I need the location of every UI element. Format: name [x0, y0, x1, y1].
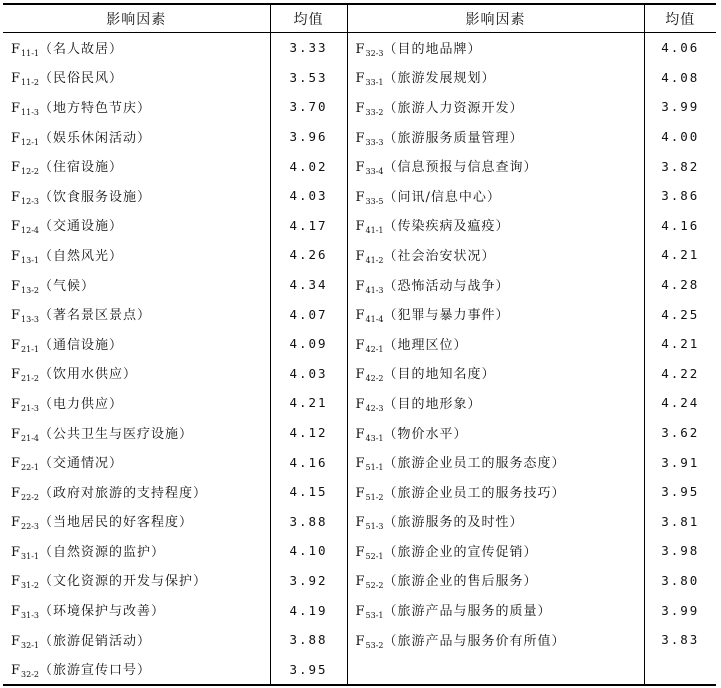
factor-label: （物价水平）	[383, 426, 468, 442]
right-mean-cell: 4.08	[661, 69, 700, 85]
factor-code-letter: F	[355, 367, 366, 383]
factor-label: （旅游服务质量管理）	[383, 130, 524, 146]
left-mean-cell: 4.26	[270, 240, 347, 270]
factor-label: （娱乐休闲活动）	[39, 130, 152, 146]
factor-code-letter: F	[355, 248, 366, 264]
factor-code-letter: F	[11, 515, 22, 531]
factor-code-subscript: 33-4	[365, 167, 384, 177]
factor-label: （电力供应）	[39, 396, 124, 412]
left-factor-cell	[3, 477, 270, 507]
factor-label: （交通情况）	[39, 456, 124, 472]
factor-label: （旅游企业员工的服务技巧）	[383, 485, 566, 501]
factor-code-letter: F	[11, 41, 22, 57]
factor-code-letter: F	[355, 130, 366, 146]
factor-code-letter: F	[11, 663, 22, 679]
left-factor-cell	[3, 240, 270, 270]
right-mean-cell: 4.21	[661, 247, 700, 263]
header-mean-left: 均值	[270, 4, 347, 33]
factor-code-subscript: 12-1	[21, 137, 40, 147]
right-mean-cell: 3.62	[661, 425, 700, 441]
factor-code-subscript: 53-1	[365, 611, 384, 621]
factor-code-subscript: 41-2	[365, 255, 384, 265]
factor-code	[11, 367, 39, 383]
left-mean-cell: 3.53	[270, 63, 347, 93]
factor-code	[11, 42, 39, 58]
factor-code	[11, 308, 39, 324]
factor-label: （气候）	[39, 278, 96, 294]
right-mean-cell: 4.21	[661, 336, 700, 352]
factor-code	[356, 515, 384, 531]
factor-code-letter: F	[355, 396, 366, 412]
right-factor-cell	[347, 122, 644, 152]
factor-code-letter: F	[11, 278, 22, 294]
header-factor-right: 影响因素	[347, 4, 644, 33]
factor-code-letter: F	[355, 219, 366, 235]
right-mean-cell: 4.24	[661, 395, 700, 411]
factor-code-subscript: 22-1	[21, 463, 40, 473]
factor-code	[11, 131, 39, 147]
table-row	[3, 477, 716, 507]
right-mean-cell: 3.91	[661, 454, 700, 470]
factor-code-letter: F	[11, 544, 22, 560]
factor-code-subscript: 21-3	[21, 403, 40, 413]
factor-code-subscript: 33-5	[365, 196, 384, 206]
table-row	[3, 388, 716, 418]
factor-code	[356, 308, 384, 324]
factor-code-subscript: 51-3	[365, 522, 384, 532]
left-factor-cell	[3, 151, 270, 181]
right-factor-cell	[347, 625, 644, 655]
factor-code	[11, 456, 39, 472]
right-mean-cell: 4.22	[661, 365, 700, 381]
factor-code-letter: F	[11, 248, 22, 264]
factor-code	[11, 338, 39, 354]
left-mean-cell: 4.10	[270, 536, 347, 566]
left-factor-cell	[3, 92, 270, 122]
factor-code-letter: F	[355, 426, 366, 442]
left-mean-cell: 4.16	[270, 447, 347, 477]
factor-label: （民俗民风）	[39, 71, 124, 87]
left-factor-cell	[3, 507, 270, 537]
left-mean-cell: 3.92	[270, 566, 347, 596]
right-mean-cell: 3.99	[661, 99, 700, 115]
right-factor-cell	[347, 566, 644, 596]
left-factor-cell	[3, 625, 270, 655]
factor-code	[356, 190, 384, 206]
factor-code	[356, 131, 384, 147]
header-row	[3, 4, 716, 33]
left-factor-cell	[3, 181, 270, 211]
left-mean-cell: 4.02	[270, 151, 347, 181]
factor-code	[356, 634, 384, 650]
left-mean-cell: 4.17	[270, 211, 347, 241]
table-row	[3, 359, 716, 389]
factor-label: （目的地知名度）	[383, 367, 496, 383]
left-factor-cell	[3, 418, 270, 448]
factor-label: （信息预报与信息查询）	[383, 160, 538, 176]
factor-code-letter: F	[355, 515, 366, 531]
table-row	[3, 63, 716, 93]
left-mean-cell: 3.33	[270, 33, 347, 63]
factor-code-subscript: 52-2	[365, 581, 384, 591]
right-mean-cell: 3.82	[661, 158, 700, 174]
left-mean-cell: 4.21	[270, 388, 347, 418]
table-row	[3, 507, 716, 537]
left-factor-cell	[3, 359, 270, 389]
factor-code	[356, 604, 384, 620]
factor-code-subscript: 52-1	[365, 551, 384, 561]
table-row	[3, 654, 716, 685]
left-mean-cell: 4.15	[270, 477, 347, 507]
table-row	[3, 329, 716, 359]
factor-label: （犯罪与暴力事件）	[383, 308, 510, 324]
factor-code-subscript: 21-2	[21, 374, 40, 384]
left-mean-cell: 4.19	[270, 595, 347, 625]
right-factor-cell	[347, 63, 644, 93]
left-mean-cell: 3.88	[270, 507, 347, 537]
factor-label: （环境保护与改善）	[39, 604, 166, 620]
factor-code	[11, 427, 39, 443]
right-factor-cell	[347, 536, 644, 566]
factor-code	[356, 397, 384, 413]
factor-code-letter: F	[11, 456, 22, 472]
right-factor-cell	[347, 151, 644, 181]
factor-code-letter: F	[11, 604, 22, 620]
right-mean-cell: 3.81	[661, 513, 700, 529]
factor-code-subscript: 12-3	[21, 196, 40, 206]
factor-label: （名人故居）	[39, 41, 124, 57]
factor-code-letter: F	[355, 308, 366, 324]
left-factor-cell	[3, 595, 270, 625]
left-factor-cell	[3, 63, 270, 93]
right-mean-cell: 3.86	[661, 188, 700, 204]
factor-code-letter: F	[11, 189, 22, 205]
right-mean-cell: 4.28	[661, 277, 700, 293]
table-row	[3, 211, 716, 241]
factor-code-letter: F	[11, 219, 22, 235]
factor-label: （住宿设施）	[39, 160, 124, 176]
table-row	[3, 270, 716, 300]
factor-code	[356, 545, 384, 561]
left-mean-cell: 4.03	[270, 181, 347, 211]
factor-code	[11, 634, 39, 650]
factor-code	[356, 101, 384, 117]
factor-code	[11, 515, 39, 531]
factor-code-subscript: 11-2	[21, 78, 40, 88]
right-mean-cell: 4.25	[661, 306, 700, 322]
factor-code	[356, 160, 384, 176]
factor-label: （交通设施）	[39, 219, 124, 235]
factor-code-subscript: 21-4	[21, 433, 40, 443]
factor-code-letter: F	[11, 426, 22, 442]
factor-code-subscript: 33-3	[365, 137, 384, 147]
right-factor-cell	[347, 270, 644, 300]
factor-code-letter: F	[355, 337, 366, 353]
factor-code	[11, 545, 39, 561]
factor-code-letter: F	[355, 633, 366, 649]
factor-code-letter: F	[11, 633, 22, 649]
left-factor-cell	[3, 536, 270, 566]
factor-code	[356, 338, 384, 354]
factor-label: （饮用水供应）	[39, 367, 138, 383]
factor-code-letter: F	[11, 130, 22, 146]
left-factor-cell	[3, 33, 270, 63]
factor-label: （旅游产品与服务价有所值）	[383, 633, 566, 649]
factor-code	[356, 279, 384, 295]
factor-code-subscript: 42-3	[365, 403, 384, 413]
factor-code-subscript: 32-3	[365, 48, 384, 58]
right-mean-cell: 3.99	[661, 602, 700, 618]
right-factor-cell	[347, 92, 644, 122]
right-mean-cell: 3.80	[661, 572, 700, 588]
factor-label: （旅游企业员工的服务态度）	[383, 456, 566, 472]
table-row	[3, 33, 716, 63]
factor-code	[356, 574, 384, 590]
left-mean-cell: 4.34	[270, 270, 347, 300]
factor-code	[11, 604, 39, 620]
table-row	[3, 536, 716, 566]
factor-label: （饮食服务设施）	[39, 189, 152, 205]
factor-label: （旅游人力资源开发）	[383, 100, 524, 116]
factor-code	[356, 486, 384, 502]
header-factor-left: 影响因素	[3, 4, 270, 33]
table-row	[3, 625, 716, 655]
factor-label: （旅游宣传口号）	[39, 663, 152, 679]
factor-code	[11, 663, 39, 679]
factor-code-letter: F	[355, 189, 366, 205]
factor-code-subscript: 43-1	[365, 433, 384, 443]
left-mean-cell: 3.96	[270, 122, 347, 152]
left-mean-cell: 3.70	[270, 92, 347, 122]
right-mean-cell: 4.16	[661, 217, 700, 233]
left-factor-cell	[3, 329, 270, 359]
factor-label: （政府对旅游的支持程度）	[39, 485, 208, 501]
factor-mean-table	[3, 3, 716, 686]
factor-label: （地方特色节庆）	[39, 100, 152, 116]
right-mean-cell: 3.83	[661, 632, 700, 648]
left-factor-cell	[3, 299, 270, 329]
right-factor-cell	[347, 447, 644, 477]
factor-code	[356, 427, 384, 443]
factor-code-subscript: 51-2	[365, 492, 384, 502]
factor-label: （公共卫生与医疗设施）	[39, 426, 194, 442]
factor-label: （旅游促销活动）	[39, 633, 152, 649]
factor-code-letter: F	[11, 367, 22, 383]
factor-code	[11, 574, 39, 590]
factor-code-subscript: 42-2	[365, 374, 384, 384]
table-row	[3, 240, 716, 270]
right-factor-cell	[347, 211, 644, 241]
factor-code-letter: F	[11, 337, 22, 353]
factor-label: （旅游企业的宣传促销）	[383, 544, 538, 560]
left-factor-cell	[3, 270, 270, 300]
left-mean-cell: 4.03	[270, 359, 347, 389]
factor-label: （问讯/信息中心）	[383, 189, 501, 205]
factor-code-subscript: 13-3	[21, 315, 40, 325]
factor-code-subscript: 12-2	[21, 167, 40, 177]
table-row	[3, 447, 716, 477]
factor-label: （旅游发展规划）	[383, 71, 496, 87]
factor-code-subscript: 31-1	[21, 551, 40, 561]
factor-code-subscript: 31-3	[21, 611, 40, 621]
factor-code-subscript: 42-1	[365, 344, 384, 354]
table-row	[3, 181, 716, 211]
right-mean-cell: 3.98	[661, 543, 700, 559]
header-mean-right: 均值	[644, 4, 716, 33]
factor-code-subscript: 21-1	[21, 344, 40, 354]
factor-code-subscript: 11-1	[21, 48, 40, 58]
factor-label: （自然资源的监护）	[39, 544, 166, 560]
factor-code-subscript: 32-1	[21, 640, 40, 650]
factor-code	[356, 367, 384, 383]
table-row	[3, 595, 716, 625]
right-factor-cell	[347, 181, 644, 211]
right-mean-cell: 4.00	[661, 129, 700, 145]
table-row	[3, 299, 716, 329]
factor-code	[356, 219, 384, 235]
factor-code	[356, 456, 384, 472]
factor-code-letter: F	[355, 71, 366, 87]
table-row	[3, 566, 716, 596]
factor-code-subscript: 33-2	[365, 107, 384, 117]
left-factor-cell	[3, 654, 270, 685]
factor-code-letter: F	[355, 278, 366, 294]
factor-code-letter: F	[11, 485, 22, 501]
left-mean-cell: 4.07	[270, 299, 347, 329]
factor-code-subscript: 32-2	[21, 670, 40, 680]
factor-label: （目的地形象）	[383, 396, 482, 412]
factor-code-subscript: 33-1	[365, 78, 384, 88]
factor-code-subscript: 22-3	[21, 522, 40, 532]
factor-code-letter: F	[11, 100, 22, 116]
factor-code-letter: F	[355, 604, 366, 620]
factor-code	[11, 160, 39, 176]
factor-code-letter: F	[11, 396, 22, 412]
factor-label: （地理区位）	[383, 337, 468, 353]
right-factor-cell	[347, 359, 644, 389]
right-factor-cell	[347, 33, 644, 63]
right-factor-cell	[347, 654, 644, 685]
factor-code-subscript: 12-4	[21, 226, 40, 236]
factor-code	[11, 190, 39, 206]
factor-label: （旅游产品与服务的质量）	[383, 604, 552, 620]
table-body	[3, 33, 716, 686]
left-mean-cell: 4.09	[270, 329, 347, 359]
factor-label: （当地居民的好客程度）	[39, 515, 194, 531]
factor-label: （文化资源的开发与保护）	[39, 574, 208, 590]
factor-code-letter: F	[355, 456, 366, 472]
left-mean-cell: 3.88	[270, 625, 347, 655]
factor-code	[11, 71, 39, 87]
factor-code	[356, 71, 384, 87]
table-row	[3, 92, 716, 122]
right-factor-cell	[347, 329, 644, 359]
factor-label: （著名景区景点）	[39, 308, 152, 324]
factor-code-letter: F	[11, 71, 22, 87]
factor-code	[11, 397, 39, 413]
factor-label: （旅游服务的及时性）	[383, 515, 524, 531]
factor-label: （自然风光）	[39, 248, 124, 264]
right-factor-cell	[347, 507, 644, 537]
right-factor-cell	[347, 388, 644, 418]
factor-code-subscript: 11-3	[21, 107, 40, 117]
left-factor-cell	[3, 122, 270, 152]
factor-code	[11, 219, 39, 235]
factor-code-subscript: 31-2	[21, 581, 40, 591]
factor-code-subscript: 22-2	[21, 492, 40, 502]
factor-label: （旅游企业的售后服务）	[383, 574, 538, 590]
left-factor-cell	[3, 211, 270, 241]
factor-code-letter: F	[11, 308, 22, 324]
right-mean-cell: 3.95	[661, 484, 700, 500]
factor-label: （恐怖活动与战争）	[383, 278, 510, 294]
right-factor-cell	[347, 299, 644, 329]
factor-code-subscript: 13-2	[21, 285, 40, 295]
right-factor-cell	[347, 418, 644, 448]
factor-code-letter: F	[355, 41, 366, 57]
factor-label: （目的地品牌）	[383, 41, 482, 57]
left-factor-cell	[3, 447, 270, 477]
factor-code	[356, 42, 384, 58]
factor-code-letter: F	[355, 574, 366, 590]
factor-code	[11, 279, 39, 295]
factor-code-letter: F	[355, 100, 366, 116]
left-factor-cell	[3, 566, 270, 596]
factor-code-subscript: 13-1	[21, 255, 40, 265]
left-mean-cell: 3.95	[270, 654, 347, 685]
table-row	[3, 418, 716, 448]
factor-code-letter: F	[11, 574, 22, 590]
factor-code-letter: F	[355, 485, 366, 501]
right-mean-cell	[644, 654, 716, 685]
table-row	[3, 151, 716, 181]
factor-code-subscript: 41-4	[365, 315, 384, 325]
factor-label: （传染疾病及瘟疫）	[383, 219, 510, 235]
factor-code-letter: F	[355, 160, 366, 176]
table-row	[3, 122, 716, 152]
factor-code	[11, 249, 39, 265]
factor-code	[11, 101, 39, 117]
factor-code	[356, 249, 384, 265]
factor-code-subscript: 41-1	[365, 226, 384, 236]
right-factor-cell	[347, 240, 644, 270]
factor-label: （社会治安状况）	[383, 248, 496, 264]
left-mean-cell: 4.12	[270, 418, 347, 448]
factor-code-letter: F	[11, 160, 22, 176]
factor-code	[11, 486, 39, 502]
right-mean-cell: 4.06	[661, 40, 700, 56]
factor-code-letter: F	[355, 544, 366, 560]
right-factor-cell	[347, 595, 644, 625]
left-factor-cell	[3, 388, 270, 418]
factor-label: （通信设施）	[39, 337, 124, 353]
factor-code-subscript: 53-2	[365, 640, 384, 650]
factor-code-subscript: 51-1	[365, 463, 384, 473]
right-factor-cell	[347, 477, 644, 507]
factor-code-subscript: 41-3	[365, 285, 384, 295]
